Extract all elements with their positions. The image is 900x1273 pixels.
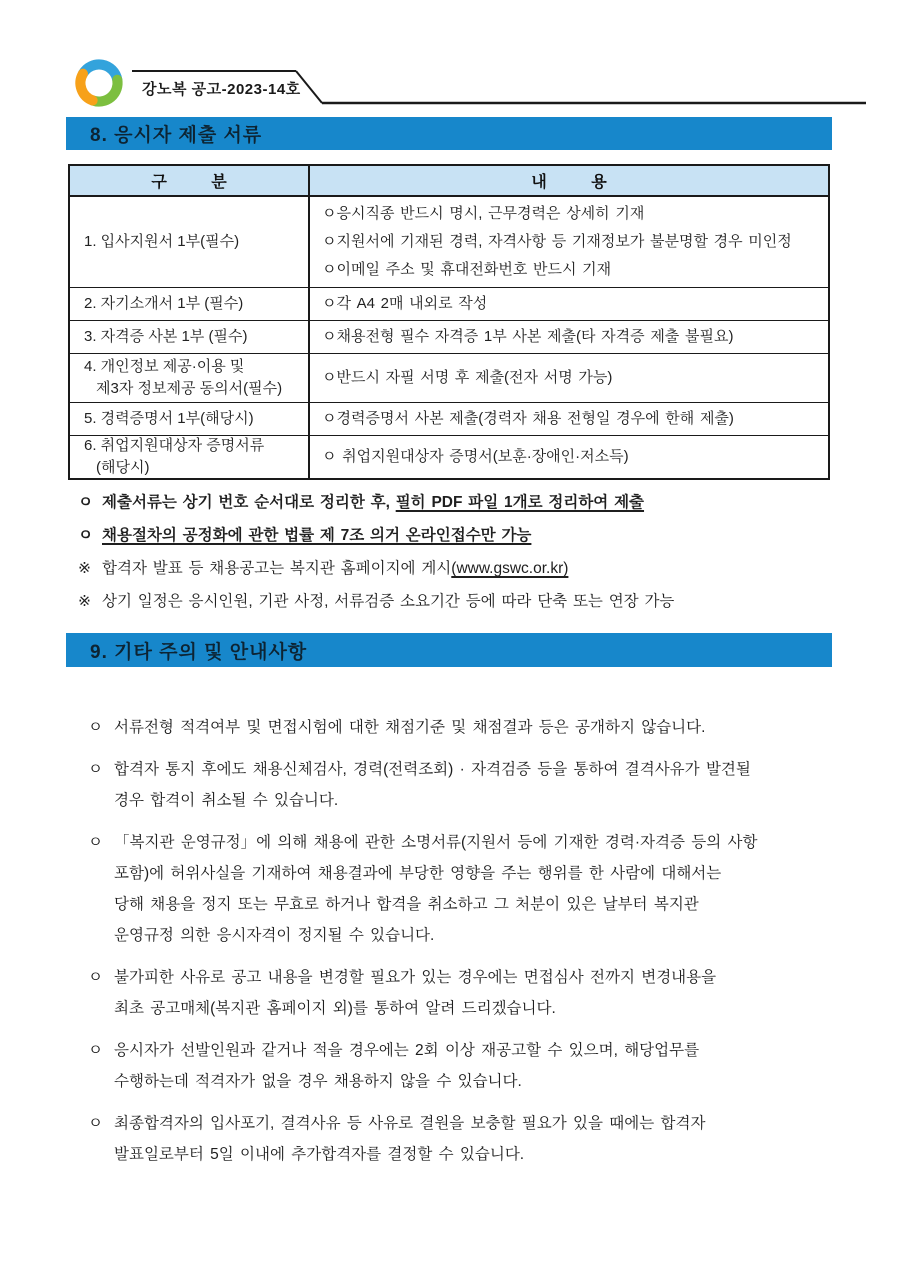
note-text-underlined: (www.gswc.or.kr) <box>451 560 569 577</box>
paragraph-text: 「복지관 운영규정」에 의해 채용에 관한 소명서류(지원서 등에 기재한 경력·자격증 등의 사항 <box>114 834 758 851</box>
table-cell-category <box>70 197 310 287</box>
paragraph-text: 포함)에 허위사실을 기재하여 채용결과에 부당한 영향을 주는 행위를 한 사람에 대해서는 <box>114 865 722 882</box>
table-cell-category <box>70 403 310 435</box>
table-header-content: 내 용 <box>531 174 607 191</box>
paragraph-marker: ㅇ <box>88 1115 103 1132</box>
notice-paragraph <box>88 962 874 1024</box>
category-line: 제3자 정보제공 동의서(필수) <box>96 380 283 397</box>
note-text: 제출서류는 상기 번호 순서대로 정리한 후, <box>102 494 396 511</box>
table-cell-content <box>310 321 828 353</box>
note-text: 합격자 발표 등 채용공고는 복지관 홈페이지에 게시 <box>102 560 452 577</box>
table-cell-category <box>70 288 310 320</box>
table-cell-content <box>310 197 828 287</box>
paragraph-text: 발표일로부터 5일 이내에 추가합격자를 결정할 수 있습니다. <box>114 1146 525 1163</box>
paragraph-line <box>88 1108 874 1139</box>
paragraph-line <box>88 1035 874 1066</box>
notice-paragraph <box>88 827 874 951</box>
category-line: 2. 자기소개서 1부 (필수) <box>84 295 244 312</box>
note-text-underlined: 필히 PDF 파일 1개로 정리하여 제출 <box>395 494 645 511</box>
table-row <box>70 435 828 478</box>
paragraph-text: 수행하는데 적격자가 없을 경우 채용하지 않을 수 있습니다. <box>114 1073 522 1090</box>
table-cell-category <box>70 436 310 478</box>
notice-paragraphs <box>88 712 874 1181</box>
content-line: ㅇ각 A4 2매 내외로 작성 <box>322 295 488 312</box>
content-line: ㅇ경력증명서 사본 제출(경력자 채용 전형일 경우에 한해 제출) <box>322 410 734 427</box>
table-cell-category <box>70 321 310 353</box>
section-9-title: 9. 기타 주의 및 안내사항 <box>90 641 308 663</box>
submission-documents-table <box>68 164 830 480</box>
paragraph-line <box>88 858 874 889</box>
note-item <box>78 585 868 618</box>
paragraph-line <box>88 920 874 951</box>
paragraph-line <box>88 785 874 816</box>
paragraph-text: 합격자 통지 후에도 채용신체검사, 경력(전력조회) · 자격검증 등을 통하여 결격사유가 발견될 <box>114 761 751 778</box>
paragraph-text: 경우 합격이 취소될 수 있습니다. <box>114 792 339 809</box>
paragraph-marker: ㅇ <box>88 969 103 986</box>
paragraph-marker: ㅇ <box>88 834 103 851</box>
paragraph-text: 서류전형 적격여부 및 면접시험에 대한 채점기준 및 채점결과 등은 공개하지 않습니다. <box>114 719 706 736</box>
note-marker: ※ <box>78 560 91 577</box>
paragraph-line <box>88 827 874 858</box>
section-8-title: 8. 응시자 제출 서류 <box>90 125 263 146</box>
notice-paragraph <box>88 1035 874 1097</box>
content-line: ㅇ지원서에 기재된 경력, 자격사항 등 기재정보가 불분명할 경우 미인정 <box>322 233 792 250</box>
notice-paragraph <box>88 754 874 816</box>
note-text: 상기 일정은 응시인원, 기관 사정, 서류검증 소요기간 등에 따라 단축 또는 연장 가능 <box>102 593 675 610</box>
content-line: ㅇ 취업지원대상자 증명서(보훈·장애인·저소득) <box>322 448 629 465</box>
table-row <box>70 402 828 435</box>
table-cell-content <box>310 288 828 320</box>
table-cell-category <box>70 354 310 402</box>
paragraph-text: 불가피한 사유로 공고 내용을 변경할 필요가 있는 경우에는 면접심사 전까지 변경내용을 <box>114 969 717 986</box>
paragraph-marker: ㅇ <box>88 719 103 736</box>
note-item <box>78 552 868 585</box>
paragraph-line <box>88 889 874 920</box>
submission-table-body <box>70 197 828 478</box>
paragraph-text: 운영규정 의한 응시자격이 정지될 수 있습니다. <box>114 927 435 944</box>
paragraph-line <box>88 712 874 743</box>
table-cell-content <box>310 354 828 402</box>
table-cell-content <box>310 436 828 478</box>
paragraph-line <box>88 993 874 1024</box>
notice-paragraph <box>88 712 874 743</box>
note-item <box>78 486 868 519</box>
table-cell-content <box>310 403 828 435</box>
table-row <box>70 287 828 320</box>
section-9-header <box>66 633 832 667</box>
paragraph-line <box>88 1066 874 1097</box>
note-marker: ㅇ <box>78 494 93 511</box>
submission-notes <box>78 486 868 618</box>
paragraph-marker: ㅇ <box>88 1042 103 1059</box>
table-header-row <box>70 166 828 197</box>
note-text-underlined: 채용절차의 공정화에 관한 법률 제 7조 의거 온라인접수만 가능 <box>102 527 532 544</box>
paragraph-line <box>88 754 874 785</box>
header-tab-rule <box>0 0 900 115</box>
table-row <box>70 197 828 287</box>
note-marker: ※ <box>78 593 91 610</box>
content-line: ㅇ응시직종 반드시 명시, 근무경력은 상세히 기재 <box>322 205 645 222</box>
paragraph-marker: ㅇ <box>88 761 103 778</box>
content-line: ㅇ채용전형 필수 자격증 1부 사본 제출(타 자격증 제출 불필요) <box>322 328 734 345</box>
table-row <box>70 353 828 402</box>
category-line: 1. 입사지원서 1부(필수) <box>84 233 240 250</box>
category-line: (해당시) <box>96 459 150 476</box>
category-line: 5. 경력증명서 1부(해당시) <box>84 410 254 427</box>
paragraph-line <box>88 1139 874 1170</box>
content-line: ㅇ반드시 자필 서명 후 제출(전자 서명 가능) <box>322 369 613 386</box>
paragraph-text: 최종합격자의 입사포기, 결격사유 등 사유로 결원을 보충할 필요가 있을 때에는 합격자 <box>114 1115 706 1132</box>
paragraph-text: 최초 공고매체(복지관 홈페이지 외)를 통하여 알려 드리겠습니다. <box>114 1000 556 1017</box>
note-marker: ㅇ <box>78 527 93 544</box>
paragraph-text: 당해 채용을 정지 또는 무효로 하거나 합격을 취소하고 그 처분이 있은 날부터 복지관 <box>114 896 699 913</box>
category-line: 4. 개인정보 제공·이용 및 <box>84 358 245 375</box>
section-8-header <box>66 117 832 150</box>
doc-reference-number: 강노복 공고-2023-14호 <box>142 81 301 98</box>
note-item <box>78 519 868 552</box>
paragraph-text: 응시자가 선발인원과 같거나 적을 경우에는 2회 이상 재공고할 수 있으며, 해당업무를 <box>114 1042 700 1059</box>
notice-paragraph <box>88 1108 874 1170</box>
category-line: 6. 취업지원대상자 증명서류 <box>84 437 265 454</box>
table-header-category: 구 분 <box>70 166 310 195</box>
paragraph-line <box>88 962 874 993</box>
content-line: ㅇ이메일 주소 및 휴대전화번호 반드시 기재 <box>322 261 612 278</box>
table-row <box>70 320 828 353</box>
category-line: 3. 자격증 사본 1부 (필수) <box>84 328 248 345</box>
